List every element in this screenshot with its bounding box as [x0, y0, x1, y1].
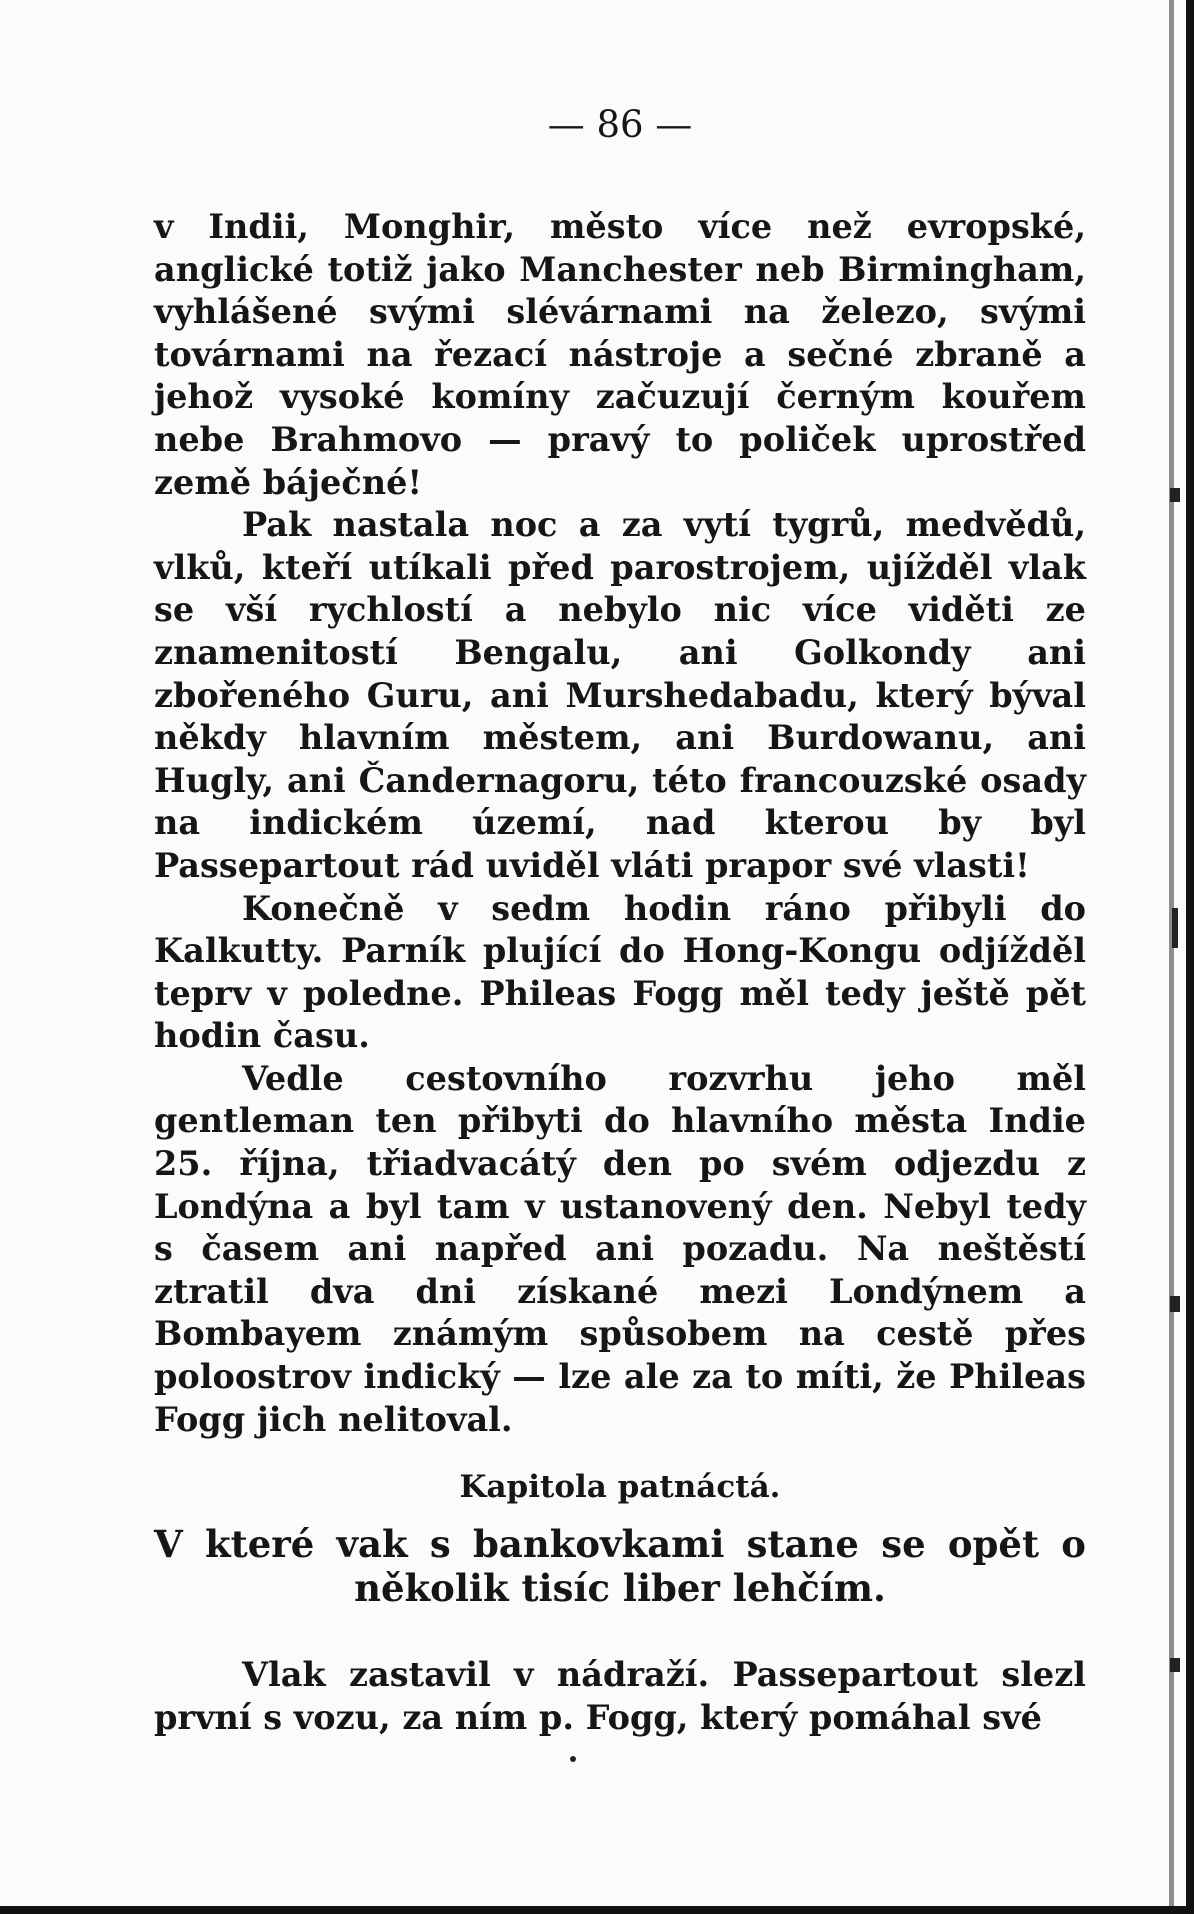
page-edge-shadow: [1169, 0, 1174, 1906]
edge-mark: [1170, 1658, 1180, 1672]
paragraph-4: Vedle cestovního rozvrhu jeho měl gentleman ten přibyti do hlavního města Indie 25. října, třiadvacátý den po svém odjezdu z Londýna a byl tam v ustanovený den. Nebyl tedy s časem ani napřed ani pozadu. Na neštěstí ztratil dva dni získané mezi Londýnem a Bombayem známým spůsobem na cestě přes poloostrov indický — lze ale za to míti, že Phileas Fogg jich nelitoval.: [154, 1058, 1086, 1439]
ink-speck: [570, 1756, 576, 1762]
chapter-title: V které vak s bankovkami stane se opět o několik tisíc liber lehčím.: [154, 1522, 1086, 1610]
paragraph-5: Vlak zastavil v nádraží. Passepartout slezl první s vozu, za ním p. Fogg, který pomáhal své: [154, 1655, 1086, 1737]
edge-mark: [1170, 488, 1180, 502]
chapter-label: Kapitola patnáctá.: [459, 1469, 781, 1505]
edge-mark: [1172, 908, 1178, 948]
paragraph-3: Konečně v sedm hodin ráno přibyli do Kalkutty. Parník plující do Hong-Kongu odjížděl teprv v poledne. Phileas Fogg měl tedy ještě pět hodin času.: [154, 888, 1086, 1056]
paragraph-1: v Indii, Monghir, město více než evropské, anglické totiž jako Manchester neb Birmingham, vyhlášené svými slévárnami na železo, svými továrnami na řezací nástroje a sečné zbraně a jehož vysoké komíny začuzují černým kouřem nebe Brahmovo — pravý to poliček uprostřed země báječné!: [154, 207, 1086, 502]
edge-mark: [1170, 1296, 1180, 1312]
paragraph-2: Pak nastala noc a za vytí tygrů, medvědů, vlků, kteří utíkali před parostrojem, ujížděl vlak se vší rychlostí a nebylo nic více viděti ze znamenitostí Bengalu, ani Golkondy ani zbořeného Guru, ani Murshedabadu, který býval někdy hlavním městem, ani Burdowanu, ani Hugly, ani Čandernagoru, této francouzské osady na indickém území, nad kterou by byl Passepartout rád uviděl vláti prapor své vlasti!: [154, 505, 1086, 885]
chapter-body-text: [154, 1654, 1086, 1739]
body-text: [154, 206, 1086, 1441]
page-number: — 86 —: [547, 103, 693, 146]
